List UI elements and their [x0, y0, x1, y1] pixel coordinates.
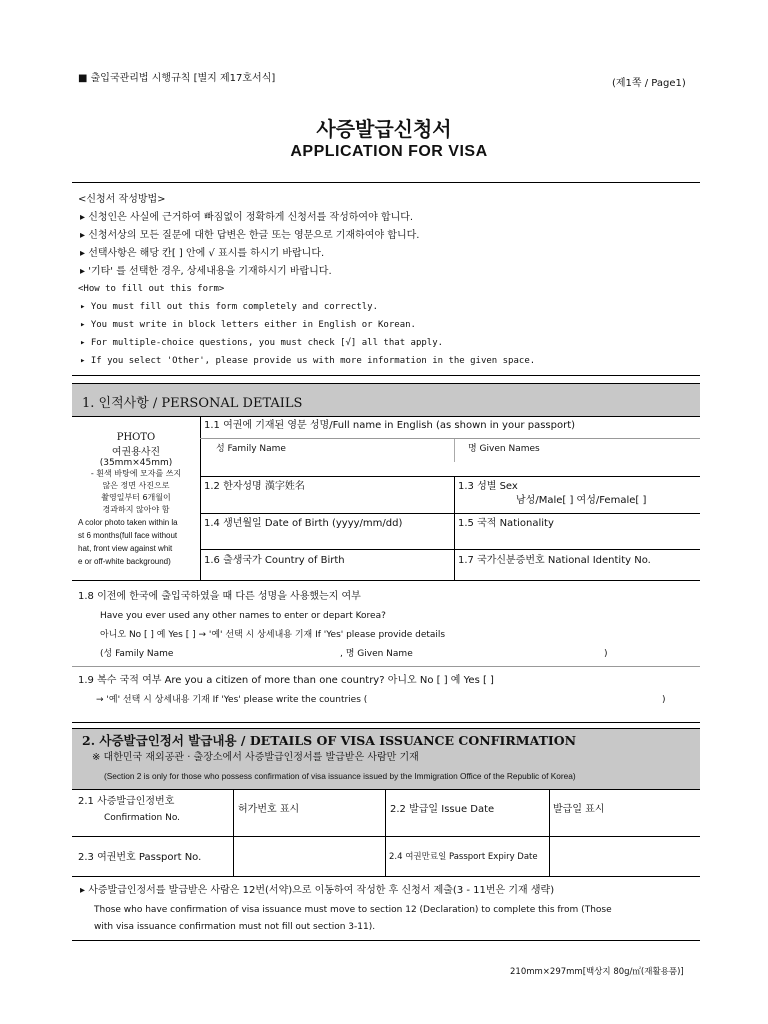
photo-note-ko-line: - 흰색 바탕에 모자를 쓰지: [90, 469, 182, 478]
photo-title: PHOTO: [116, 432, 156, 443]
photo-title-ko: 여권용사진: [111, 447, 161, 458]
instruction-en-item: ▸ You must write in block letters either in English or Korean.: [80, 320, 416, 330]
field-1-6-label[interactable]: 1.6 출생국가 Country of Birth: [204, 555, 345, 566]
question-1-9-close: ): [662, 695, 666, 705]
field-2-1-label: 2.1 사증발급인정번호: [78, 796, 175, 807]
question-1-9[interactable]: 1.9 복수 국적 여부 Are you a citizen of more than one country? 아니오 No [ ] 예 Yes [ ]: [78, 675, 494, 686]
field-2-3-label: 2.3 여권번호 Passport No.: [78, 852, 202, 863]
photo-box: [72, 432, 200, 568]
instruction-en-item: ▸ You must fill out this form completely and correctly.: [80, 302, 379, 312]
photo-note-ko-line: 경과하지 않아야 함: [102, 505, 170, 514]
question-1-8-detail-family[interactable]: (성 Family Name: [100, 649, 174, 659]
divider: [72, 940, 700, 941]
instruction-ko-item: ▸ '기타' 를 선택한 경우, 상세내용을 기재하시기 바랍니다.: [80, 266, 332, 277]
grid-line: [233, 789, 234, 876]
family-name-label[interactable]: 성 Family Name: [216, 444, 286, 454]
confirmation-number-value[interactable]: 허가번호 표시: [238, 804, 300, 815]
title-korean: 사증발급신청서: [316, 117, 452, 141]
instructions-divider: [72, 375, 700, 376]
grid-line: [385, 789, 386, 876]
field-1-1-label: 1.1 여권에 기재된 영문 성명/Full name in English (as shown in your passport): [204, 420, 576, 431]
photo-note-en: [72, 516, 200, 568]
grid-line: [72, 580, 700, 581]
section2-footer-ko: ▸ 사증발급인정서를 발급받은 사람은 12번(서약)으로 이동하여 작성한 후 신청서 제출(3 - 11번은 기재 생략): [80, 885, 555, 896]
section2-footer-en: with visa issuance confirmation must not fill out section 3-11).: [94, 922, 376, 932]
field-1-2-label[interactable]: 1.2 한자성명 漢字姓名: [204, 481, 305, 492]
section2-header: 2. 사증발급인정서 발급내용 / DETAILS OF VISA ISSUANCE CONFIRMATION: [82, 733, 577, 748]
section2-footer-en: Those who have confirmation of visa issuance must move to section 12 (Declaration) to complete this from (Those: [94, 905, 612, 915]
instructions-en-heading: <How to fill out this form>: [78, 284, 225, 294]
passport-number-input[interactable]: [238, 840, 384, 874]
given-names-label[interactable]: 명 Given Names: [468, 444, 540, 454]
grid-line: [200, 549, 700, 550]
grid-line: [200, 513, 700, 514]
field-1-3-label: 1.3 성별 Sex: [458, 481, 518, 492]
field-1-7-label[interactable]: 1.7 국가신분증번호 National Identity No.: [458, 555, 651, 566]
divider: [72, 722, 700, 723]
photo-note-ko: [72, 468, 200, 516]
field-2-4-label: 2.4 여권만료일 Passport Expiry Date: [389, 852, 538, 862]
question-1-9-followup[interactable]: → '예' 선택 시 상세내용 기재 If 'Yes' please write the countries (: [96, 695, 368, 705]
photo-note-en-line: hat, front view against whit: [78, 544, 173, 553]
passport-expiry-input[interactable]: [553, 840, 699, 874]
divider: [72, 666, 700, 667]
grid-line: [200, 416, 201, 580]
issue-date-value[interactable]: 발급일 표시: [553, 804, 605, 815]
regulation-reference: ■ 출입국관리법 시행규칙 [별지 제17호서식]: [78, 73, 276, 84]
photo-note-en-line: A color photo taken within la: [78, 518, 178, 527]
grid-line: [200, 438, 700, 439]
photo-note-en-line: st 6 months(full face without: [78, 531, 178, 540]
title-divider: [72, 182, 700, 183]
section2-note-ko: ※ 대한민국 재외공관 · 출장소에서 사증발급인정서를 발급받은 사람만 기재: [92, 752, 419, 763]
title-english: APPLICATION FOR VISA: [290, 143, 488, 160]
field-2-1-label-en: Confirmation No.: [104, 813, 181, 823]
question-1-8-options[interactable]: 아니오 No [ ] 예 Yes [ ] → '예' 선택 시 상세내용 기재 If 'Yes' please provide details: [100, 630, 446, 640]
instruction-ko-item: ▸ 선택사항은 해당 칸[ ] 안에 √ 표시를 하시기 바랍니다.: [80, 248, 325, 259]
grid-line: [454, 476, 455, 580]
section2-note-en: (Section 2 is only for those who possess confirmation of visa issuance issued by the Immigration Office of the Republic of Korea): [104, 771, 576, 781]
instruction-en-item: ▸ If you select 'Other', please provide us with more information in the given space.: [80, 356, 536, 366]
page-number: (제1쪽 / Page1): [612, 78, 686, 89]
photo-size: (35mm×45mm): [99, 458, 173, 468]
instruction-ko-item: ▸ 신청인은 사실에 근거하여 빠짐없이 정확하게 신청서를 작성하여야 합니다.: [80, 212, 414, 223]
photo-note-ko-line: 촬영일부터 6개월이: [101, 493, 171, 502]
sex-options[interactable]: 남성/Male[ ] 여성/Female[ ]: [516, 495, 647, 506]
instruction-ko-item: ▸ 신청서상의 모든 질문에 대한 답변은 한글 또는 영문으로 기재하여야 합니다.: [80, 230, 420, 241]
instruction-en-item: ▸ For multiple-choice questions, you must check [√] all that apply.: [80, 338, 444, 348]
photo-note-ko-line: 않은 정면 사진으로: [102, 481, 170, 490]
grid-line: [72, 876, 700, 877]
grid-line: [200, 476, 700, 477]
paper-spec: 210mm×297mm[백상지 80g/㎡(재활용품)]: [510, 967, 684, 977]
field-1-4-label[interactable]: 1.4 생년월일 Date of Birth (yyyy/mm/dd): [204, 518, 403, 529]
question-1-8-detail-given[interactable]: , 명 Given Name: [340, 649, 413, 659]
field-1-5-label[interactable]: 1.5 국적 Nationality: [458, 518, 554, 529]
instructions-ko-heading: <신청서 작성방법>: [78, 194, 166, 205]
question-1-8-detail-close: ): [604, 649, 608, 659]
section1-header: 1. 인적사항 / PERSONAL DETAILS: [82, 396, 303, 411]
question-1-8-en: Have you ever used any other names to enter or depart Korea?: [100, 611, 386, 621]
question-1-8: 1.8 이전에 한국에 출입국하였을 때 다른 성명을 사용했는지 여부: [78, 591, 361, 602]
photo-note-en-line: e or off-white background): [78, 557, 171, 566]
grid-line: [72, 836, 700, 837]
grid-line: [549, 789, 550, 876]
field-2-2-label: 2.2 발급일 Issue Date: [390, 804, 495, 815]
grid-line: [454, 438, 455, 462]
